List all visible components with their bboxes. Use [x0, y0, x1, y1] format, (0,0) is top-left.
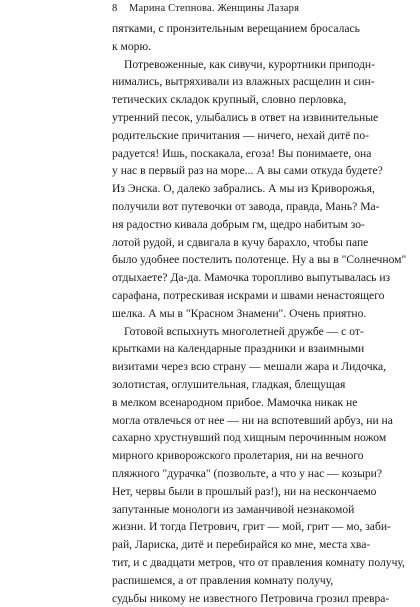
text-line: распишемся, а от правления комнату получу,: [112, 572, 312, 590]
text-line: сарафана, потрескивая искрами и швами ненастоящего: [112, 287, 312, 305]
text-line: получили вот путевочки от завода, правда, Мань? Ма-: [112, 198, 312, 216]
text-line: судьбы никому не известного Петровича грозил превра-: [112, 590, 312, 607]
text-line: тит, и с двадцати метров, что от правления комнату получу,: [112, 554, 312, 572]
text-line: Готовой вспыхнуть многолетней дружбе — с от-: [112, 323, 312, 341]
text-line: крытками на календарные праздники и взаимными: [112, 340, 312, 358]
text-line: сахарно хрустнувший под хищным перочинным ножом: [112, 429, 312, 447]
text-line: у нас в первый раз на море... А вы сами откуда будете?: [112, 162, 312, 180]
body-text: [112, 20, 312, 607]
text-line: радуется! Ишь, поскакала, егоза! Вы понимаете, она: [112, 145, 312, 163]
text-line: Потревоженные, как сивучи, курортники приподн-: [112, 56, 312, 74]
running-head: [112, 2, 312, 16]
text-line: Из Энска. О, далеко забрались. А мы из Криворожья,: [112, 180, 312, 198]
text-line: нимались, вытряхивали из влажных расщелин и син-: [112, 73, 312, 91]
running-head-title: Марина Степнова. Женщины Лазаря: [129, 2, 299, 16]
text-line: к морю.: [112, 38, 312, 56]
text-line: визитами через всю страну — мешали жара и Лидочка,: [112, 358, 312, 376]
text-line: Нет, червы были в прошлый раз!), ни на нескончаемо: [112, 483, 312, 501]
text-line: шелка. А мы в "Красном Знамени". Очень приятно.: [112, 305, 312, 323]
text-line: было удобнее постелить полотенце. Ну а вы в "Солнечном": [112, 251, 312, 269]
text-line: запутанные монологи из заманчивой незнакомой: [112, 501, 312, 519]
text-line: отдыхаете? Да-да. Мамочка торопливо выпутывалась из: [112, 269, 312, 287]
text-line: в мелком всенародном прибое. Мамочка никак не: [112, 394, 312, 412]
text-line: родительские причитания — ничего, нехай дитё по-: [112, 127, 312, 145]
text-line: ня радостно кивала добрым гм, щедро набитым зо-: [112, 216, 312, 234]
text-line: золотистая, оглушительная, гладкая, блещущая: [112, 376, 312, 394]
text-line: рай, Лариска, дитё и перебирайся ко мне, места хва-: [112, 536, 312, 554]
text-line: могла отвлечься от нее — ни на вспотевший арбуз, ни на: [112, 412, 312, 430]
text-line: жизни. И тогда Петрович, грит — мой, грит — мо, заби-: [112, 518, 312, 536]
text-line: тетических складок крупный, словно перловка,: [112, 91, 312, 109]
text-line: лотой рудой, и сдвигала в кучу барахло, чтобы папе: [112, 234, 312, 252]
text-line: пятками, с пронзительным верещанием бросалась: [112, 20, 312, 38]
page-number: 8: [112, 2, 117, 16]
text-line: пляжного "дурачка" (позвольте, а что у нас — козыри?: [112, 465, 312, 483]
text-line: мирного криворожского пролетария, ни на вечного: [112, 447, 312, 465]
text-line: утренний песок, улыбались в ответ на извинительные: [112, 109, 312, 127]
